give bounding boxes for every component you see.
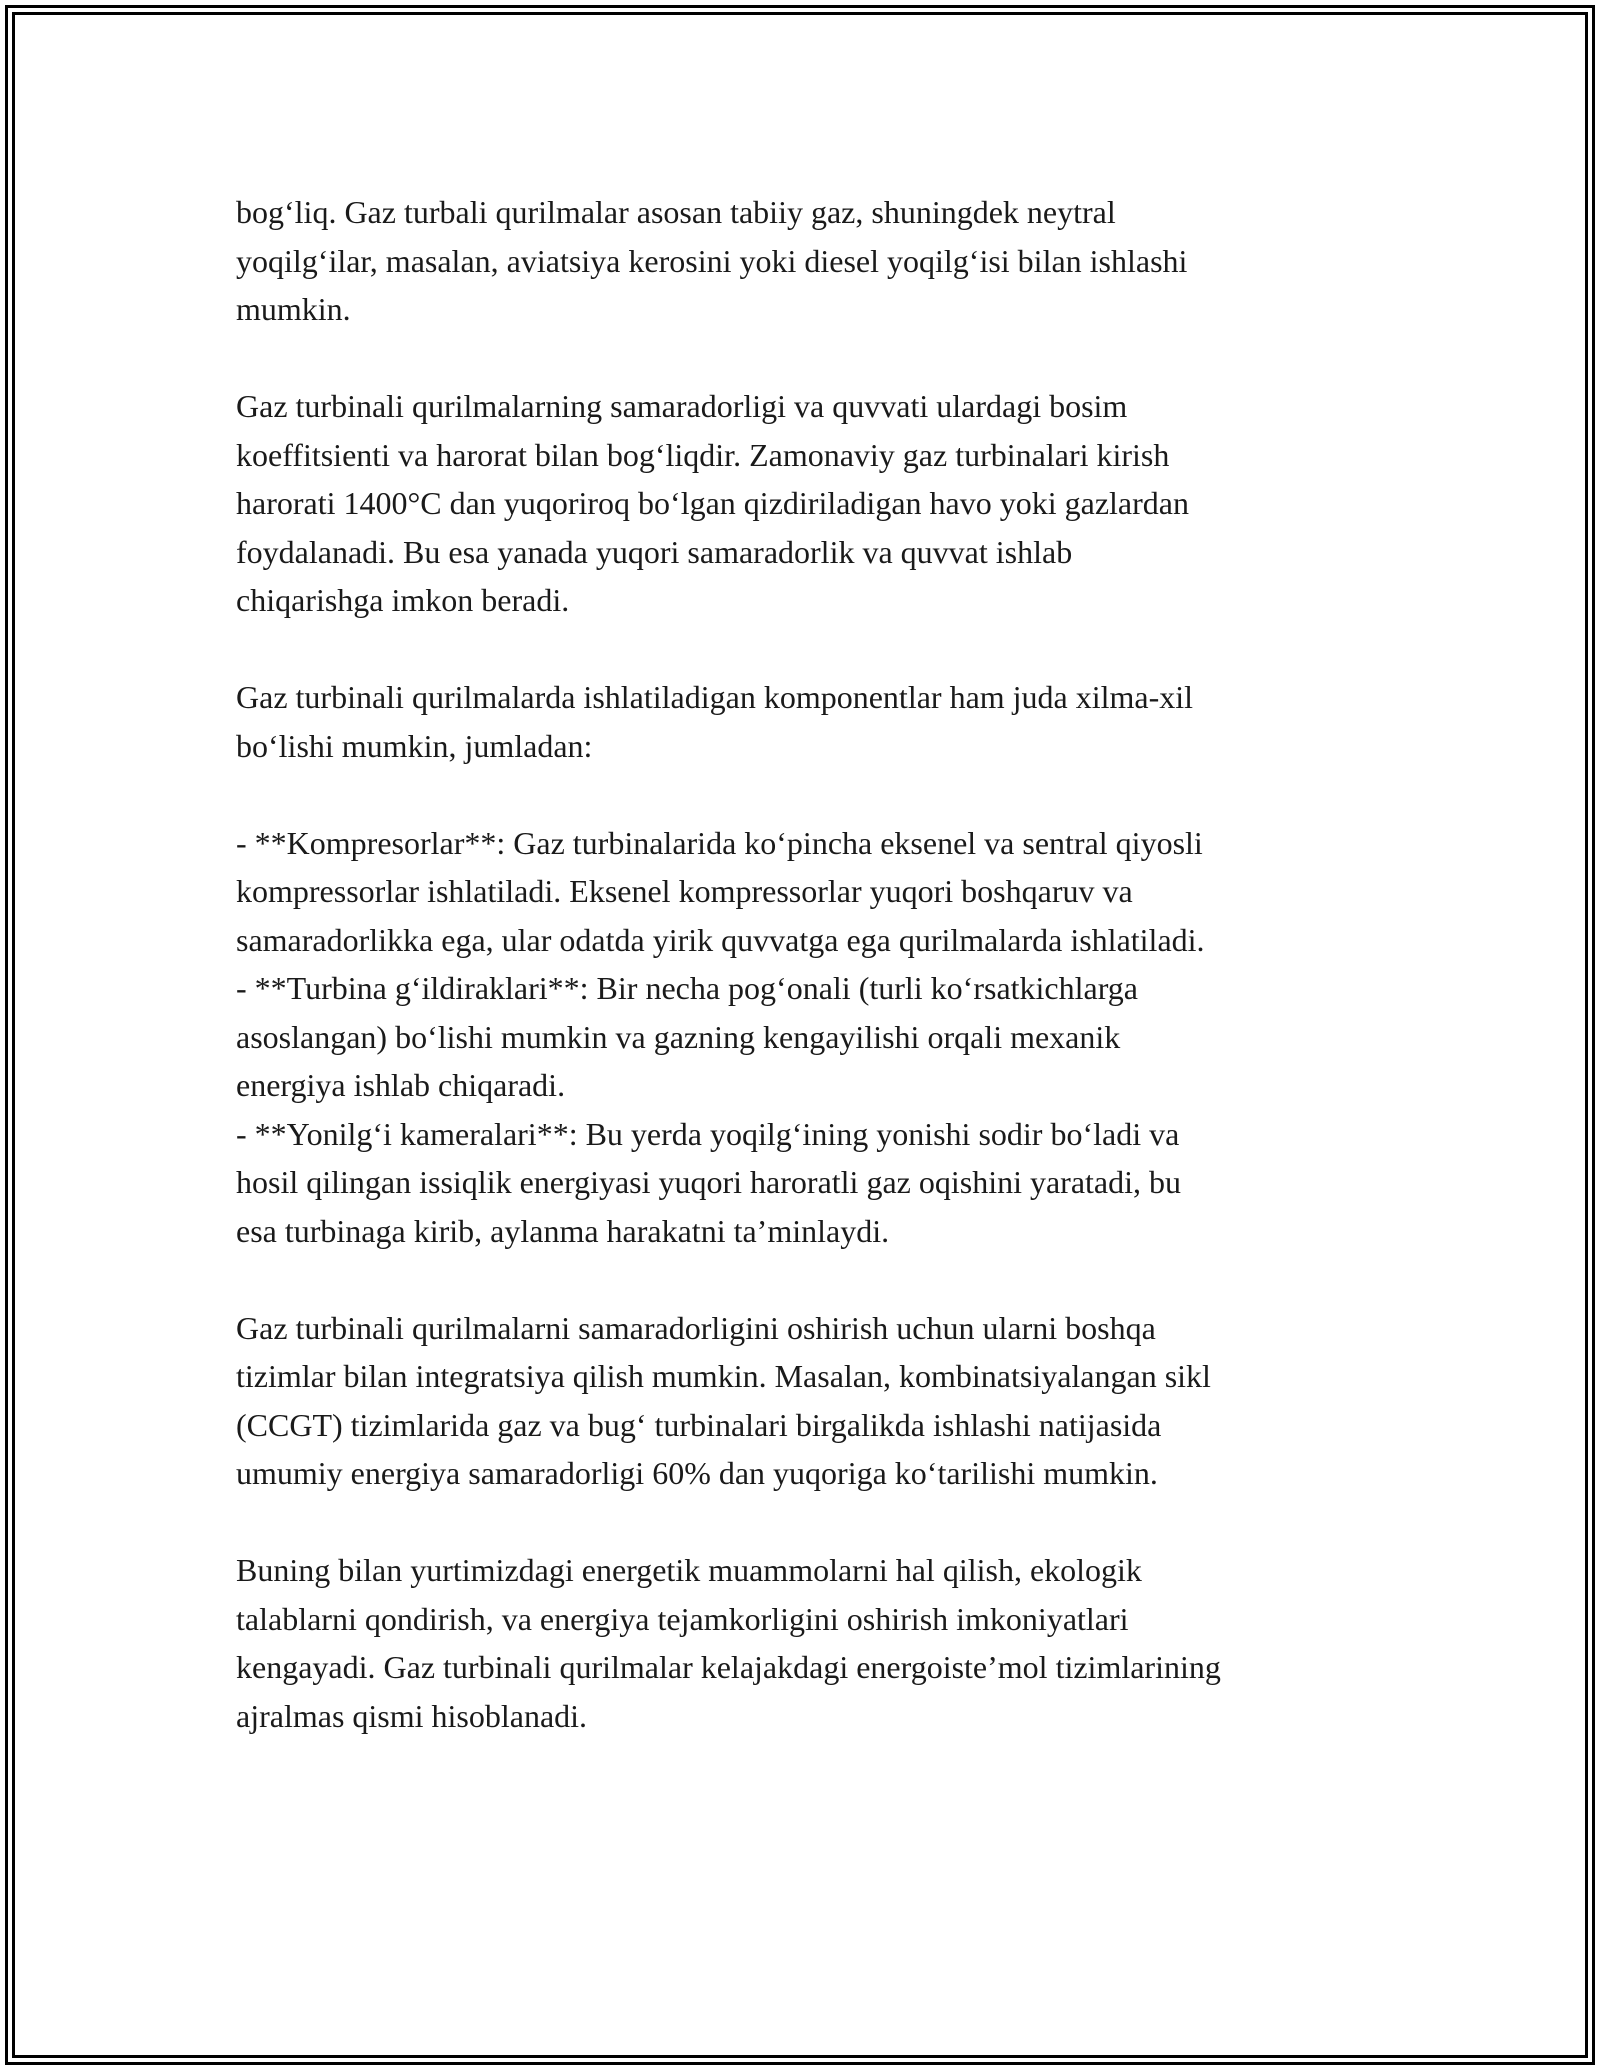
paragraph-fuel xyxy=(236,188,1386,334)
text-line: foydalanadi. Bu esa yanada yuqori samaradorlik va quvvat ishlab xyxy=(236,533,1073,570)
list-item-line: - **Kompresorlar**: Gaz turbinalarida ko‘pincha eksenel va sentral qiyosli xyxy=(236,824,1203,861)
paragraph-conclusion xyxy=(236,1546,1386,1740)
text-line: bog‘liq. Gaz turbali qurilmalar asosan tabiiy gaz, shuningdek neytral xyxy=(236,194,1116,230)
paragraph-components-intro xyxy=(236,673,1386,770)
list-item-line: - **Turbina g‘ildiraklari**: Bir necha pog‘onali (turli ko‘rsatkichlarga xyxy=(236,970,1138,1006)
list-item-line: hosil qilingan issiqlik energiyasi yuqori haroratli gaz oqishini yaratadi, bu xyxy=(236,1164,1182,1200)
components-list xyxy=(236,819,1386,1256)
text-line: Gaz turbinali qurilmalarning samaradorligi va quvvati ulardagi bosim xyxy=(236,388,1128,424)
list-item-line: - **Yonilg‘i kameralari**: Bu yerda yoqilg‘ining yonishi sodir bo‘ladi va xyxy=(236,1115,1180,1152)
paragraph-efficiency xyxy=(236,382,1386,625)
list-item-line: esa turbinaga kirib, aylanma harakatni ta’minlaydi. xyxy=(236,1212,890,1249)
text-line: harorati 1400°C dan yuqoriroq bo‘lgan qizdiriladigan havo yoki gazlardan xyxy=(236,485,1189,521)
paragraph-integration xyxy=(236,1304,1386,1498)
text-line: kengayadi. Gaz turbinali qurilmalar kelajakdagi energoiste’mol tizimlarining xyxy=(236,1649,1221,1685)
list-item-line: samaradorlikka ega, ular odatda yirik quvvatga ega qurilmalarda ishlatiladi. xyxy=(236,921,1205,958)
text-line: Buning bilan yurtimizdagi energetik muammolarni hal qilish, ekologik xyxy=(236,1552,1142,1588)
text-line: Gaz turbinali qurilmalarni samaradorligini oshirish uchun ularni boshqa xyxy=(236,1309,1156,1346)
list-item-line: kompressorlar ishlatiladi. Eksenel kompressorlar yuqori boshqaruv va xyxy=(236,873,1133,909)
text-line: tizimlar bilan integratsiya qilish mumkin. Masalan, kombinatsiyalangan sikl xyxy=(236,1358,1211,1394)
text-line: yoqilg‘ilar, masalan, aviatsiya kerosini yoki diesel yoqilg‘isi bilan ishlashi xyxy=(236,242,1188,279)
text-line: (CCGT) tizimlarida gaz va bug‘ turbinalari birgalikda ishlashi natijasida xyxy=(236,1406,1162,1443)
list-item-line: energiya ishlab chiqaradi. xyxy=(236,1067,566,1103)
document-body xyxy=(236,188,1386,1789)
text-line: mumkin. xyxy=(236,291,351,327)
text-line: ajralmas qismi hisoblanadi. xyxy=(236,1697,588,1734)
list-item-line: asoslangan) bo‘lishi mumkin va gazning kengayilishi orqali mexanik xyxy=(236,1018,1121,1055)
text-line: chiqarishga imkon beradi. xyxy=(236,582,570,618)
text-line: umumiy energiya samaradorligi 60% dan yuqoriga ko‘tarilishi mumkin. xyxy=(236,1455,1158,1491)
text-line: Gaz turbinali qurilmalarda ishlatiladigan komponentlar ham juda xilma-xil xyxy=(236,679,1194,715)
text-line: talablarni qondirish, va energiya tejamkorligini oshirish imkoniyatlari xyxy=(236,1600,1129,1637)
text-line: koeffitsienti va harorat bilan bog‘liqdir. Zamonaviy gaz turbinalari kirish xyxy=(236,436,1170,473)
text-line: bo‘lishi mumkin, jumladan: xyxy=(236,727,593,764)
